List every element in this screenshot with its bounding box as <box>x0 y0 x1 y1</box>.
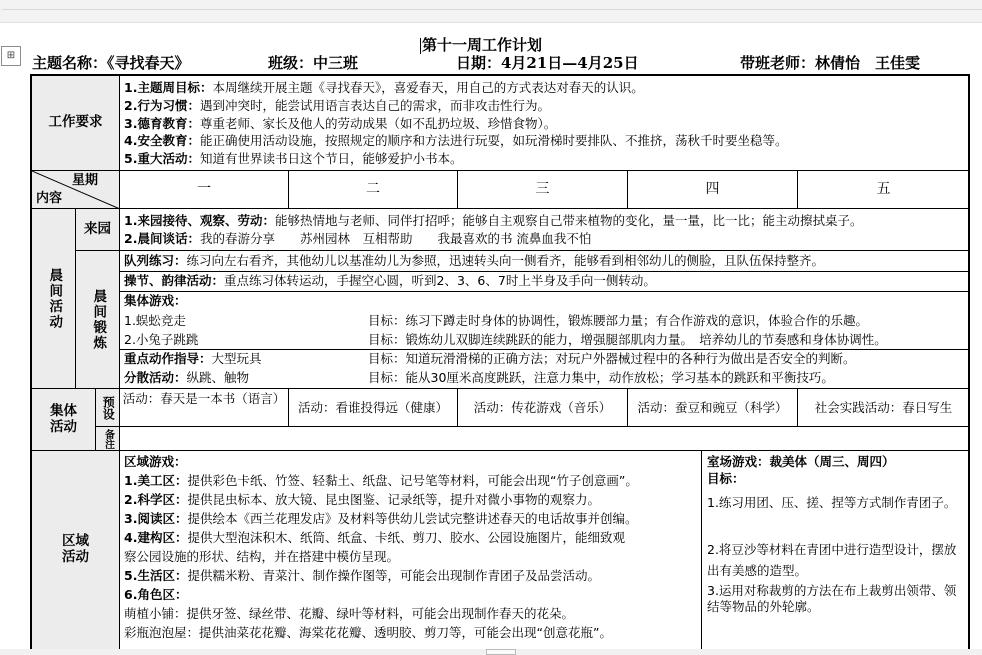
game-2-name: 2.小兔子跳跳 <box>124 332 199 347</box>
outdoor-goal-2: 2.将豆沙等材料在青团中进行造型设计，摆放出有美感的造型。 <box>707 542 957 578</box>
area-life: 5.生活区：提供糯米粉、青菜汁、制作操作图等，可能会出现制作青团子及品尝活动。 <box>124 568 600 583</box>
area-construction: 4.建构区：提供大型泡沫积木、纸筒、纸盒、卡纸、剪刀、胶水、公园设施图片，能细致观 <box>124 530 625 545</box>
game-1-name: 1.蜈蚣竞走 <box>124 313 186 328</box>
area-role-heading: 6.角色区： <box>124 587 188 602</box>
requirement-5: 5.重大活动：知道有世界读书日这个节日，能够爱护小书本。 <box>124 151 463 166</box>
arrival-label: 来园 <box>76 209 120 251</box>
area-activity-text: 区域活动 <box>62 533 89 565</box>
divider <box>120 349 970 350</box>
day-mon: 一 <box>120 171 289 209</box>
day-fri: 五 <box>798 171 970 209</box>
horizontal-scrollbar[interactable] <box>0 649 982 655</box>
key-action-goal: 目标：知道玩滑滑梯的正确方法；对玩户外器械过程中的各种行为做出是否安全的判断。 <box>368 351 856 366</box>
drill-line: 队列练习：练习向左右看齐，其他幼儿以基准幼儿为参照，迅速转头向一侧看齐，能够看到相邻幼儿的侧脸，且队伍保持整齐。 <box>124 253 825 268</box>
game-2-goal: 目标：锻炼幼儿双脚连续跳跃的能力，增强腿部肌肉力量。 培养幼儿的节奏感和身体协调性。 <box>368 332 887 347</box>
class-name: 班级：中三班 <box>268 54 359 72</box>
editor-top-strip <box>0 0 982 23</box>
morning-activity-label <box>32 209 76 389</box>
requirement-4: 4.安全教育：能正确使用活动设施，按照规定的顺序和方法进行玩耍，如玩滑梯时要排队、不推挤，荡秋千时要坐稳等。 <box>124 133 788 148</box>
morning-exercise-label <box>76 251 120 389</box>
scatter-activity: 分散活动：纵跳、触物 <box>124 370 250 385</box>
scatter-activity-goal: 目标：能从30厘米高度跳跃，注意力集中，动作放松；学习基本的跳跃和平衡技巧。 <box>368 370 834 385</box>
work-requirements-cell <box>120 76 970 171</box>
week-label: 星期 <box>72 173 99 188</box>
table-move-handle-icon[interactable]: ⊞ <box>1 46 21 66</box>
content-label: 内容 <box>36 191 63 206</box>
morning-activity-text: 晨间活动 <box>46 267 63 330</box>
outdoor-heading: 室场游戏：裁美体（周三、周四） <box>707 454 895 469</box>
group-games-heading: 集体游戏： <box>124 293 187 308</box>
day-thu: 四 <box>628 171 798 209</box>
role-shop-2: 彩瓶泡泡屋：提供油菜花花瓣、海棠花花瓣、透明胶、剪刀等，可能会出现“创意花瓶”。 <box>124 625 612 640</box>
game-1-goal: 目标：练习下蹲走时身体的协调性，锻炼腰部力量；有合作游戏的意识，体验合作的乐趣。 <box>368 313 869 328</box>
divider <box>120 271 970 272</box>
arrival-line-2: 2.晨间谈话：我的春游分享 苏州园林 互相帮助 我最喜欢的书 流鼻血我不怕 <box>124 231 592 246</box>
date-range: 日期：4月21日—4月25日 <box>456 54 639 72</box>
arrival-cell <box>120 209 970 251</box>
area-construction-cont: 察公园设施的形状、结构，并在搭建中模仿呈现。 <box>124 549 400 564</box>
day-wed: 三 <box>458 171 628 209</box>
requirement-1: 1.主题周目标：本周继续开展主题《寻找春天》，喜爱春天，用自己的方式表达对春天的认识。 <box>124 80 644 95</box>
area-activity-label <box>32 451 120 650</box>
outdoor-goal-3: 3.运用对称裁剪的方法在布上裁剪出领带、领结等物品的外轮廓。 <box>707 583 957 614</box>
plan-table <box>30 74 970 652</box>
group-activity-label <box>32 389 96 451</box>
role-shop-1: 萌植小铺：提供牙签、绿丝带、花瓣、绿叶等材料，可能会出现制作春天的花朵。 <box>124 606 575 621</box>
notes-text: 备注 <box>102 428 114 449</box>
text-cursor <box>420 38 421 54</box>
week-content-corner <box>32 171 120 209</box>
outdoor-goal-1: 1.练习用团、压、搓、捏等方式制作青团子。 <box>707 495 957 510</box>
area-reading: 3.阅读区：提供绘本《西兰花理发店》及材料等供幼儿尝试完整讲述春天的电话故事并创编。 <box>124 511 638 526</box>
teachers: 带班老师：林倩怡 王佳雯 <box>740 54 921 72</box>
area-art: 1.美工区：提供彩色卡纸、竹签、轻黏土、纸盘、记号笔等材料，可能会出现“竹子创意画”。 <box>124 473 638 488</box>
ruler-line <box>2 9 982 10</box>
gym-line: 操节、韵律活动：重点练习体转运动，手握空心圆，听到2、3、6、7时上半身及手向一侧转动。 <box>124 273 656 288</box>
scrollbar-thumb[interactable] <box>486 649 516 655</box>
activity-fri: 社会实践活动：春日写生 <box>798 389 970 427</box>
activity-tue: 活动：看谁投得远（健康） <box>289 389 458 427</box>
notes-cell[interactable] <box>120 427 970 451</box>
requirement-2: 2.行为习惯：遇到冲突时，能尝试用语言表达自己的需求，而非攻击性行为。 <box>124 98 550 113</box>
morning-exercise-text: 晨间锻炼 <box>90 288 107 351</box>
key-action: 重点动作指导：大型玩具 <box>124 351 262 366</box>
divider <box>120 291 970 292</box>
arrival-line-1: 1.来园接待、观察、劳动：能够热情地与老师、同伴打招呼；能够自主观察自己带来植物的变化，量一量，比一比；能主动擦拭桌子。 <box>124 213 863 228</box>
theme-name: 主题名称：《寻找春天》 <box>32 54 190 72</box>
document-title-text: 第十一周工作计划 <box>422 36 543 54</box>
planned-text: 预设 <box>101 395 116 420</box>
area-games-heading: 区域游戏： <box>124 454 187 469</box>
outdoor-game-cell <box>702 451 970 650</box>
activity-wed: 活动：传花游戏（音乐） <box>458 389 628 427</box>
activity-mon: 活动：春天是一本书（语言） <box>120 389 289 427</box>
day-tue: 二 <box>289 171 458 209</box>
area-science: 2.科学区：提供昆虫标本、放大镜、昆虫图鉴、记录纸等，提升对微小事物的观察力。 <box>124 492 600 507</box>
work-requirements-label: 工作要求 <box>32 76 120 171</box>
group-activity-text: 集体活动 <box>50 402 77 435</box>
requirement-3: 3.德育教育：尊重老师、家长及他人的劳动成果（如不乱扔垃圾、珍惜食物）。 <box>124 116 557 131</box>
notes-label <box>96 427 120 451</box>
area-games-cell <box>120 451 702 650</box>
activity-thu: 活动：蚕豆和豌豆（科学） <box>628 389 798 427</box>
morning-exercise-cell <box>120 251 970 389</box>
planned-label <box>96 389 120 427</box>
outdoor-goal-label: 目标： <box>707 471 745 486</box>
